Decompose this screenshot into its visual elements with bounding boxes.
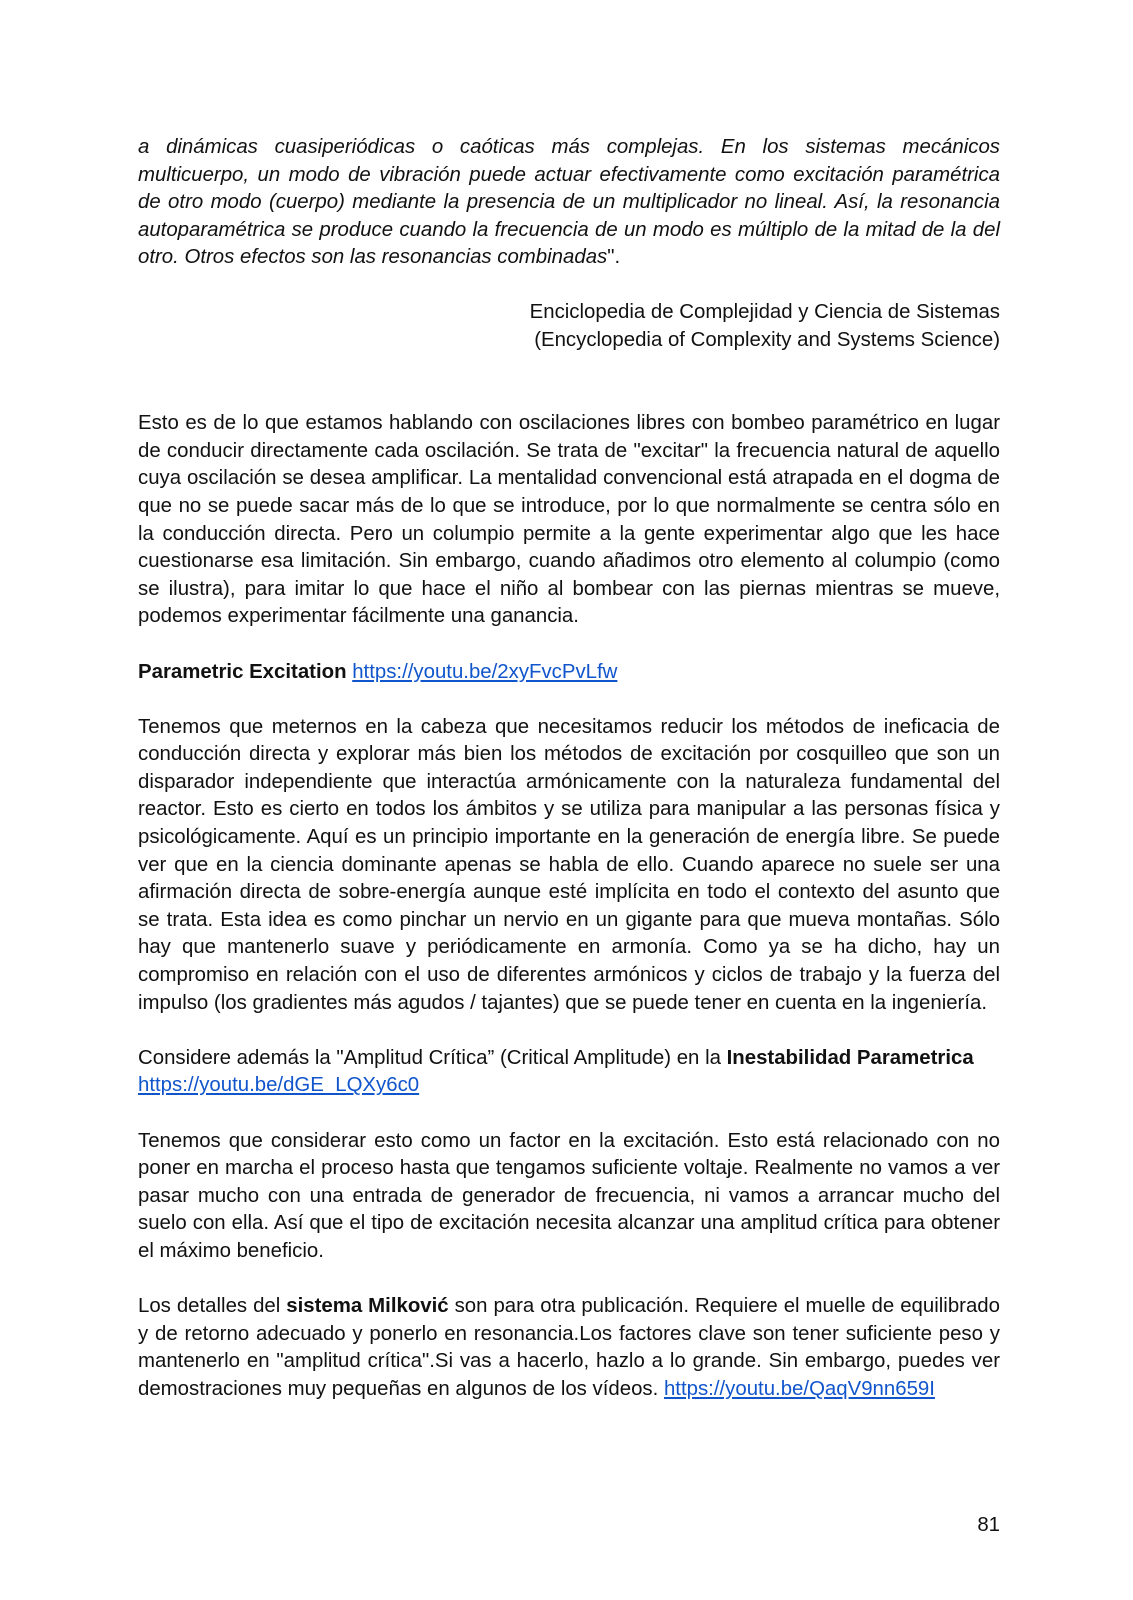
parametric-excitation-label: Parametric Excitation [138, 660, 347, 683]
quote-attribution [138, 299, 1000, 354]
quote-end: ". [607, 246, 621, 269]
milkovic-system-label: sistema Milković [286, 1295, 449, 1318]
quote-paragraph [138, 134, 1000, 272]
parametric-excitation-line [138, 659, 1000, 687]
milkovic-text-after: son para otra publicación. Requiere el muelle de equilibrado y de retorno adecuado y ponerlo en resonancia.Los factores clave son tener suficiente peso y mantenerlo en "amplitud crítica".Si vas a hacerlo, hazlo a lo grande. Sin embargo, puedes ver demostraciones muy pequeñas en algunos de los vídeos. [138, 1295, 1000, 1400]
milkovic-video-link[interactable]: https://youtu.be/QaqV9nn659I [663, 1377, 935, 1400]
paragraph-tickle-excitation: Tenemos que meternos en la cabeza que necesitamos reducir los métodos de ineficacia de conducción directa y explorar más bien los métodos de excitación por cosquilleo que son un disparador independiente que interactúa armónicamente con la naturaleza fundamental del reactor. Esto es cierto en todos los ámbitos y se utiliza para manipular a las personas física y psicológicamente. Aquí es un principio importante en la generación de energía libre. Se puede ver que en la ciencia dominante apenas se habla de ello. Cuando aparece no suele ser una afirmación directa de sobre-energía aunque esté implícita en todo el contexto del asunto que se trata. Esta idea es como pinchar un nervio en un gigante para que mueva montañas. Sólo hay que mantenerlo suave y periódicamente en armonía. Como ya se ha dicho, hay un compromiso en relación con el uso de diferentes armónicos y ciclos de trabajo y la fuerza del impulso (los gradientes más agudos / tajantes) que se puede tener en cuenta en la ingeniería. [138, 715, 1000, 1014]
paragraph-critical-amplitude [138, 1045, 1000, 1100]
attribution-line-2: (Encyclopedia of Complexity and Systems Science) [534, 328, 1000, 351]
page-number: 81 [977, 1514, 1000, 1536]
critical-amplitude-link[interactable]: https://youtu.be/dGE_LQXy6c0 [138, 1074, 420, 1097]
critical-amplitude-text: Considere además la "Amplitud Crítica” (Critical Amplitude) en la [138, 1046, 727, 1069]
milkovic-text-before: Los detalles del [138, 1295, 287, 1318]
parametric-instability-label: Inestabilidad Parametrica [726, 1046, 974, 1069]
paragraph-parametric-pumping: Esto es de lo que estamos hablando con oscilaciones libres con bombeo paramétrico en lugar de conducir directamente cada oscilación. Se trata de "excitar" la frecuencia natural de aquello cuya oscilación se desea amplificar. La mentalidad convencional está atrapada en el dogma de que no se puede sacar más de lo que se introduce, por lo que normalmente se centra sólo en la conducción directa. Pero un columpio permite a la gente experimentar algo que les hace cuestionarse esa limitación. Sin embargo, cuando añadimos otro elemento al columpio (como se ilustra), para imitar lo que hace el niño al bombear con las piernas mientras se mueve, podemos experimentar fácilmente una ganancia. [138, 412, 1000, 628]
quote-text: a dinámicas cuasiperiódicas o caóticas más complejas. En los sistemas mecánicos multicuerpo, un modo de vibración puede actuar efectivamente como excitación paramétrica de otro modo (cuerpo) mediante la presencia de un multiplicador no lineal. Así, la resonancia autoparamétrica se produce cuando la frecuencia de un modo es múltiplo de la mitad de la del otro. Otros efectos son las resonancias combinadas [138, 136, 1000, 269]
parametric-excitation-link[interactable]: https://youtu.be/2xyFvcPvLfw [352, 660, 618, 683]
paragraph-milkovic-system [138, 1293, 1000, 1403]
attribution-line-1: Enciclopedia de Complejidad y Ciencia de Sistemas [529, 300, 1000, 323]
page-content [138, 134, 1000, 1404]
paragraph-excitation-factor: Tenemos que considerar esto como un factor en la excitación. Esto está relacionado con no poner en marcha el proceso hasta que tengamos suficiente voltaje. Realmente no vamos a ver pasar mucho con una entrada de generador de frecuencia, ni vamos a arrancar mucho del suelo con ella. Así que el tipo de excitación necesita alcanzar una amplitud crítica para obtener el máximo beneficio. [138, 1129, 1000, 1262]
